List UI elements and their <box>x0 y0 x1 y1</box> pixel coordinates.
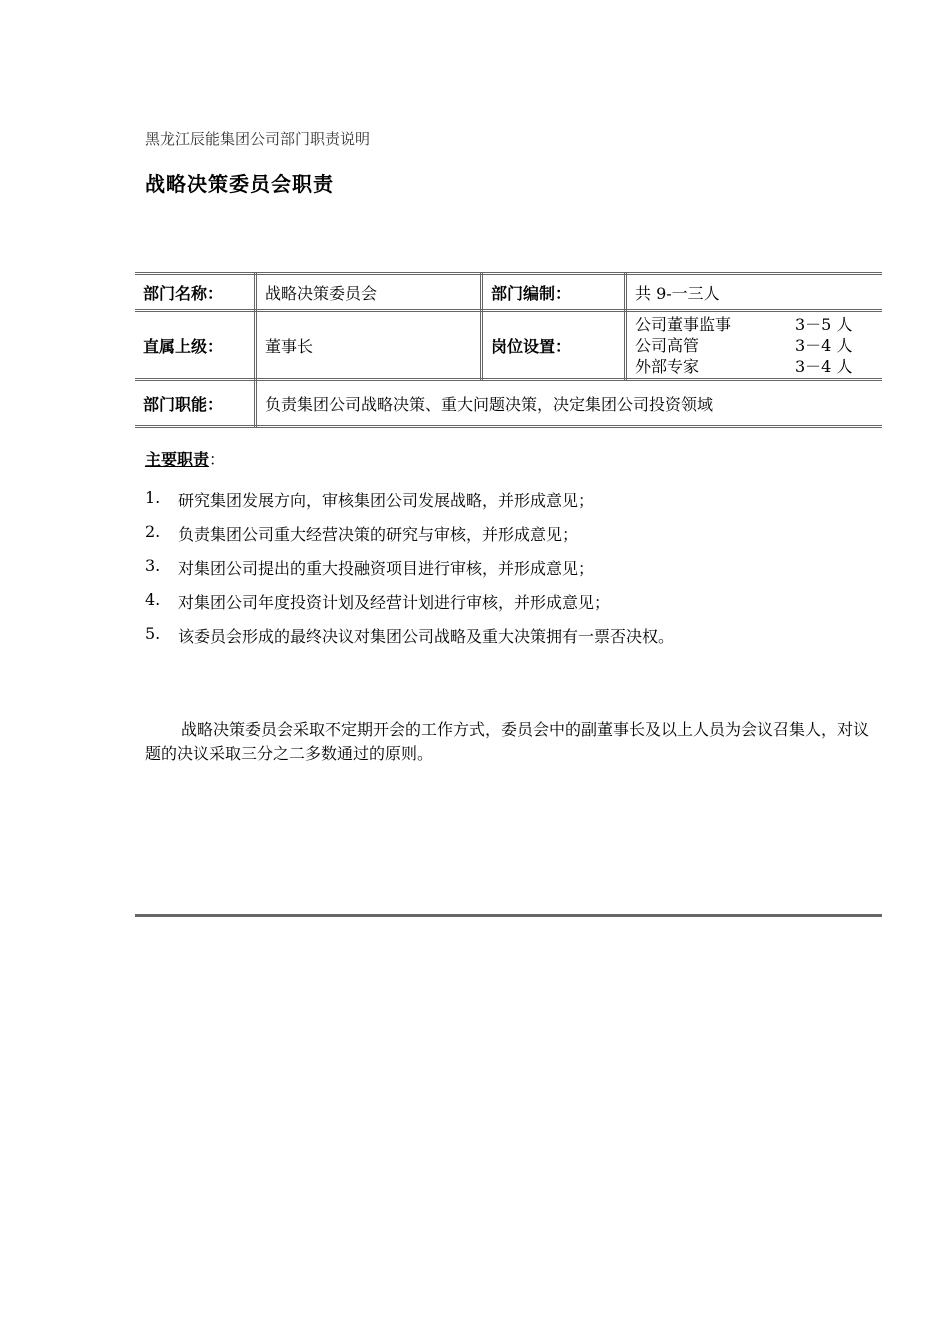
item-number: 3. <box>145 556 161 575</box>
dept-staffing-label: 部门编制： <box>482 274 626 311</box>
position-name: 外部专家 <box>635 356 700 376</box>
list-item <box>145 556 674 590</box>
list-item <box>145 624 674 658</box>
superior-label: 直属上级： <box>135 311 256 380</box>
item-text: 对集团公司年度投资计划及经营计划进行审核，并形成意见； <box>178 593 611 612</box>
function-label: 部门职能： <box>135 380 256 427</box>
table-row <box>135 274 882 311</box>
page-title: 战略决策委员会职责 <box>145 172 334 196</box>
function-value: 负责集团公司战略决策、重大问题决策，决定集团公司投资领域 <box>256 380 883 427</box>
dept-name-label: 部门名称： <box>135 274 256 311</box>
department-info-table <box>135 272 882 428</box>
item-number: 1. <box>145 488 161 507</box>
list-item <box>145 522 674 556</box>
document-subtitle: 黑龙江辰能集团公司部门职责说明 <box>145 130 371 148</box>
table-row <box>135 380 882 427</box>
list-item <box>145 590 674 624</box>
position-name: 公司董事监事 <box>635 314 732 334</box>
positions-list <box>635 314 874 377</box>
duties-heading <box>145 447 225 470</box>
item-number: 4. <box>145 590 161 609</box>
table-row <box>135 311 882 380</box>
item-text: 研究集团发展方向，审核集团公司发展战略，并形成意见； <box>178 491 595 510</box>
list-item <box>635 335 874 356</box>
position-count: 3－5 人 <box>795 314 853 334</box>
positions-cell <box>626 311 883 380</box>
positions-label: 岗位设置： <box>482 311 626 380</box>
item-text: 负责集团公司重大经营决策的研究与审核，并形成意见； <box>178 525 579 544</box>
position-count: 3－4 人 <box>795 356 853 376</box>
duties-heading-text: 主要职责 <box>145 450 210 469</box>
dept-staffing-value: 共 9-一三人 <box>626 274 883 311</box>
item-number: 5. <box>145 624 161 643</box>
item-number: 2. <box>145 522 161 541</box>
item-text: 该委员会形成的最终决议对集团公司战略及重大决策拥有一票否决权。 <box>178 627 675 646</box>
duties-heading-colon: ： <box>209 450 226 469</box>
superior-value: 董事长 <box>256 311 482 380</box>
position-count: 3－4 人 <box>795 335 853 355</box>
dept-name-value: 战略决策委员会 <box>256 274 482 311</box>
list-item <box>145 488 674 522</box>
duties-list <box>145 488 674 658</box>
meeting-rules-paragraph: 战略决策委员会采取不定期开会的工作方式，委员会中的副董事长及以上人员为会议召集人，对议题的决议采取三分之二多数通过的原则。 <box>145 720 870 763</box>
list-item <box>635 314 874 335</box>
list-item <box>635 356 874 377</box>
bottom-divider <box>135 914 882 917</box>
item-text: 对集团公司提出的重大投融资项目进行审核，并形成意见； <box>178 559 595 578</box>
position-name: 公司高管 <box>635 335 700 355</box>
